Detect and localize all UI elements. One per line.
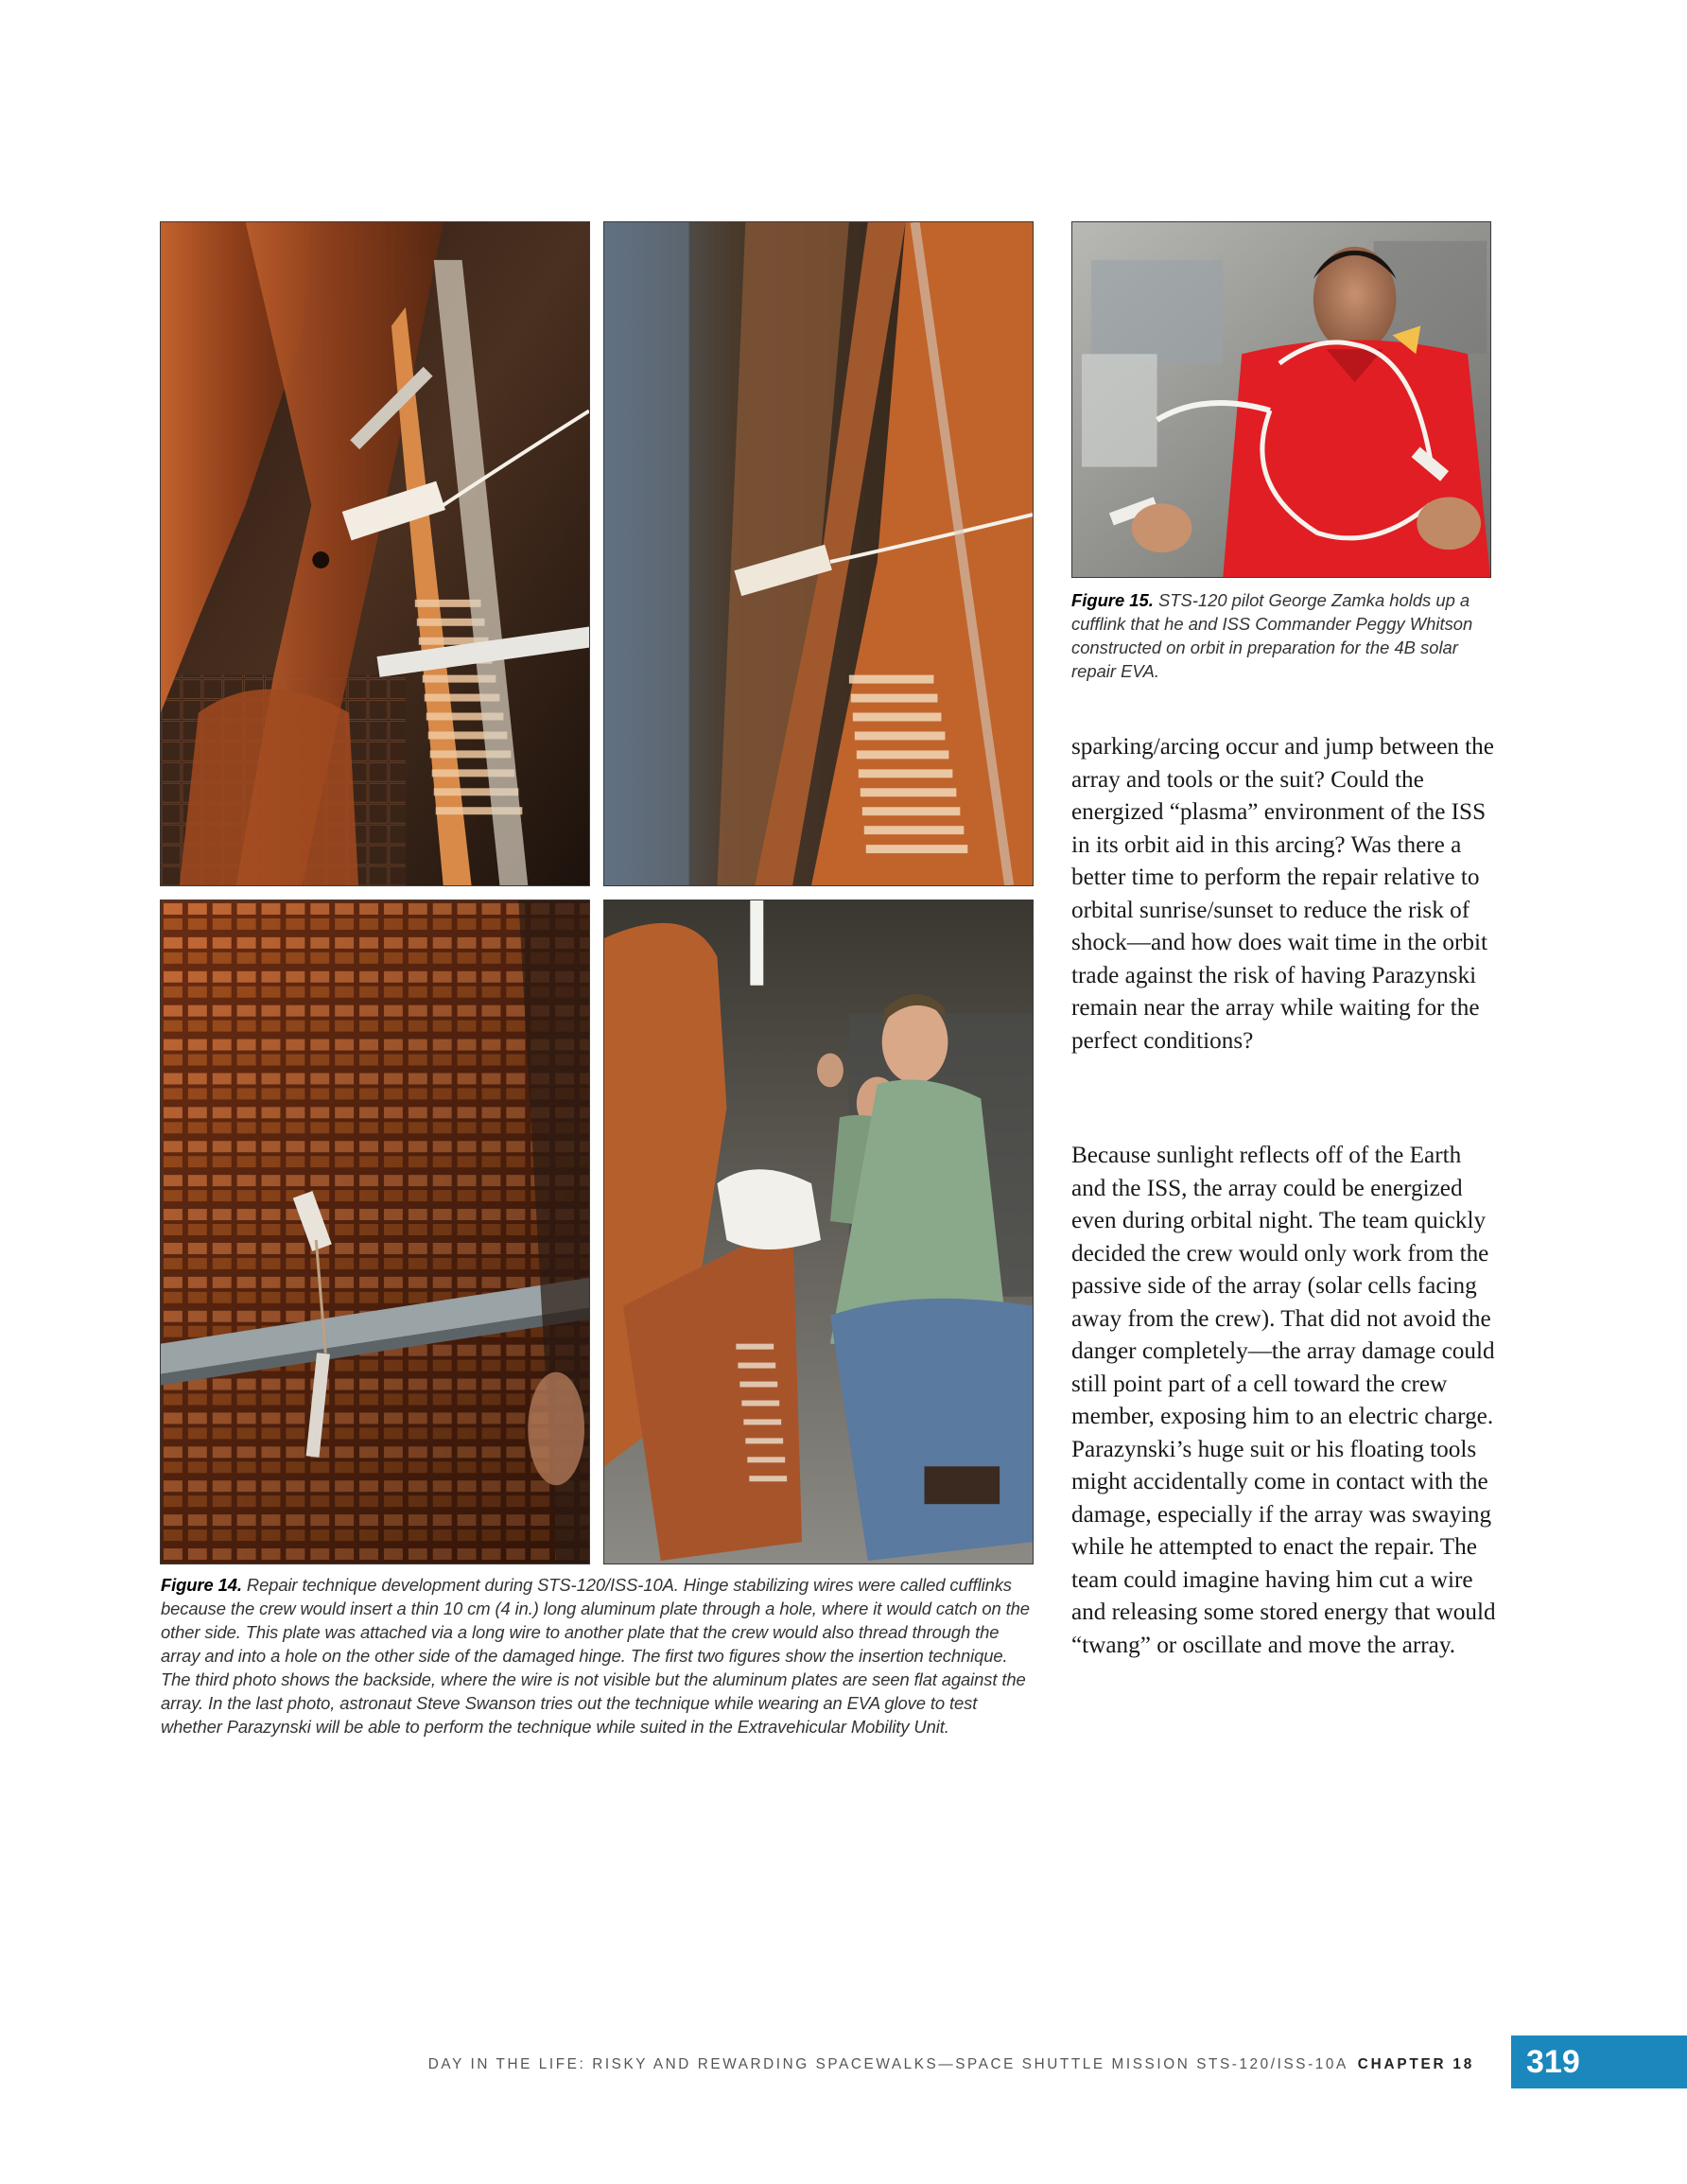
body-paragraph-2: Because sunlight reflects off of the Earth and the ISS, the array could be energized even during orbital night. The team quickly decided the crew would only work from the passive side of the array (solar cells facing away from the crew). That did not avoid the danger completely—the array damage could still point part of a cell toward the crew member, exposing him to an electric charge. Parazynski’s huge suit or his floating tools might accidentally come in contact with the damage, especially if the array was swaying while he attempted to enact the repair. The team could imagine having him cut a wire and releasing some stored energy that would “twang” or oscillate and move the array. — [1071, 1143, 1496, 1658]
figure-14-photo-1 — [160, 221, 590, 886]
figure-15-label: Figure 15. — [1071, 590, 1154, 610]
photo-solar-array-hinge-insertion-1 — [161, 222, 589, 885]
figure-14-photo-4 — [603, 900, 1034, 1564]
body-paragraph-1: sparking/arcing occur and jump between the array and tools or the suit? Could the energized “plasma” environment of the ISS in its orbit aid in this arcing? Was there a better time to perform the repair relative to orbital sunrise/sunset to reduce the risk of shock—and how does wait time in the orbit trade against the risk of having Parazynski remain near the array while waiting for the perfect conditions? — [1071, 734, 1494, 1054]
photo-solar-array-backside — [161, 900, 589, 1564]
page-number-box — [1511, 2035, 1687, 2088]
photo-solar-array-hinge-insertion-2 — [604, 222, 1033, 885]
photo-pilot-holding-cufflink — [1072, 222, 1490, 577]
figure-15-caption — [1071, 588, 1491, 683]
page-number: 319 — [1526, 2044, 1580, 2080]
photo-astronaut-eva-glove-test — [604, 900, 1033, 1564]
running-head-text: DAY IN THE LIFE: RISKY AND REWARDING SPACEWALKS—SPACE SHUTTLE MISSION STS-120/ISS-10A — [427, 2056, 1348, 2072]
figure-15-photo — [1071, 221, 1491, 578]
figure-14-photo-3 — [160, 900, 590, 1564]
running-footer — [428, 2056, 1474, 2073]
figure-14-label: Figure 14. — [161, 1575, 242, 1595]
figure-14-caption-text: Repair technique development during STS-120/ISS-10A. Hinge stabilizing wires were called cufflinks because the crew would insert a thin 10 cm (4 in.) long aluminum plate through a hole, where it would catch on the other side. This plate was attached via a long wire to another plate that the crew would also thread through the array and into a hole on the other side of the damaged hinge. The first two figures show the insertion technique. The third photo shows the backside, where the wire is not visible but the aluminum plates are seen flat against the array. In the last photo, astronaut Steve Swanson tries out the technique while wearing an EVA glove to test whether Parazynski will be able to perform the technique while suited in the Extravehicular Mobility Unit. — [161, 1575, 1030, 1737]
figure-14-caption — [161, 1573, 1035, 1738]
figure-15-caption-text: STS-120 pilot George Zamka holds up a cufflink that he and ISS Commander Peggy Whitson constructed on orbit in preparation for the 4B solar repair EVA. — [1071, 590, 1473, 681]
chapter-label: CHAPTER 18 — [1357, 2056, 1474, 2072]
figure-14-photo-2 — [603, 221, 1034, 886]
